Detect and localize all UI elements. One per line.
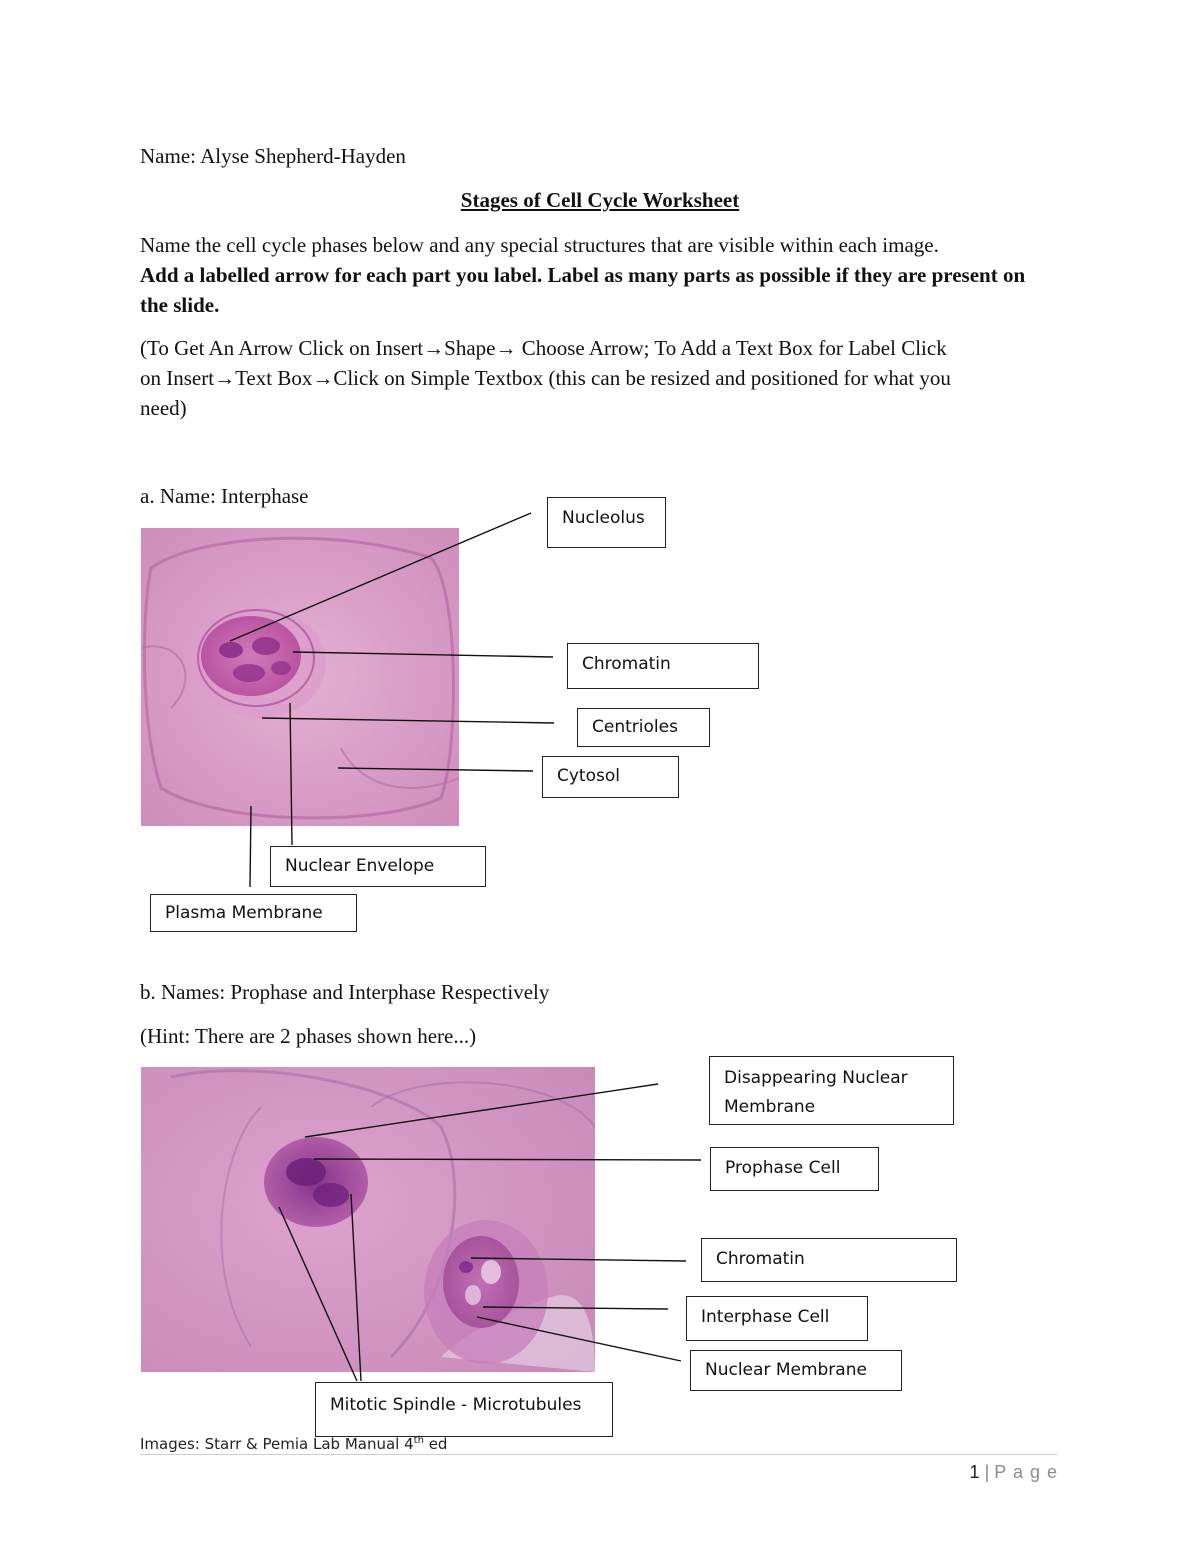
page-number: 1 xyxy=(969,1462,980,1482)
page-number-footer xyxy=(970,1462,1058,1483)
interphase-micrograph xyxy=(141,528,459,826)
label-interphase-cell[interactable]: Interphase Cell xyxy=(686,1296,868,1341)
how-to-line-2: on Insert→Text Box→Click on Simple Textbox (this can be resized and positioned for what you xyxy=(140,366,951,390)
credit-sup: th xyxy=(413,1435,424,1446)
label-mitotic-spindle[interactable]: Mitotic Spindle - Microtubules xyxy=(315,1382,613,1437)
credit-text: Images: Starr & Pemia Lab Manual 4 xyxy=(140,1435,414,1453)
label-nuclear-membrane[interactable]: Nuclear Membrane xyxy=(690,1350,902,1391)
page-word: P a g e xyxy=(994,1462,1058,1482)
how-to-line-3: need) xyxy=(140,396,187,420)
footer-rule xyxy=(140,1454,1058,1455)
prophase-interphase-micrograph xyxy=(141,1067,595,1372)
section-a-heading: a. Name: Interphase xyxy=(140,484,309,508)
label-chromatin-b[interactable]: Chromatin xyxy=(701,1238,957,1282)
label-nucleolus[interactable]: Nucleolus xyxy=(547,497,666,548)
section-b-heading: b. Names: Prophase and Interphase Respectively xyxy=(140,980,550,1004)
name-line: Name: Alyse Shepherd-Hayden xyxy=(140,144,406,168)
label-chromatin-a[interactable]: Chromatin xyxy=(567,643,759,689)
label-prophase-cell[interactable]: Prophase Cell xyxy=(710,1147,879,1191)
label-centrioles[interactable]: Centrioles xyxy=(577,708,710,747)
credit-end: ed xyxy=(423,1435,448,1453)
footer-separator: | xyxy=(984,1462,990,1482)
label-disappearing-nuclear-membrane[interactable] xyxy=(709,1056,954,1125)
label-disappearing-line-1: Disappearing Nuclear xyxy=(724,1068,908,1088)
label-plasma-membrane[interactable]: Plasma Membrane xyxy=(150,894,357,932)
how-to-line-1: (To Get An Arrow Click on Insert→Shape→ Choose Arrow; To Add a Text Box for Label Click xyxy=(140,336,947,360)
section-b-hint: (Hint: There are 2 phases shown here...) xyxy=(140,1024,477,1048)
bold-instructions: Add a labelled arrow for each part you label. Label as many parts as possible if they are present on the slide. xyxy=(140,263,1026,317)
label-disappearing-line-2: Membrane xyxy=(724,1097,816,1117)
page-title: Stages of Cell Cycle Worksheet xyxy=(460,188,740,212)
instructions-text: Name the cell cycle phases below and any special structures that are visible within each image. xyxy=(140,233,939,257)
image-credit xyxy=(140,1435,447,1453)
label-nuclear-envelope[interactable]: Nuclear Envelope xyxy=(270,846,486,887)
label-cytosol[interactable]: Cytosol xyxy=(542,756,679,798)
